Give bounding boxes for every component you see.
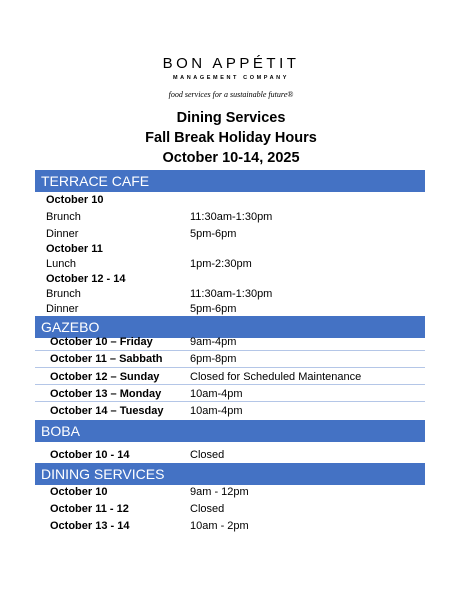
row-divider bbox=[35, 401, 425, 402]
row-label: October 11 - 12 bbox=[50, 503, 129, 515]
row-hours: 11:30am-1:30pm bbox=[190, 211, 273, 223]
section-heading-dining-services: DINING SERVICES bbox=[35, 463, 425, 485]
table-row bbox=[0, 242, 462, 256]
table-row bbox=[0, 335, 462, 349]
table-row bbox=[0, 210, 462, 224]
row-label: Brunch bbox=[46, 211, 81, 223]
table-row bbox=[0, 352, 462, 366]
row-hours: 10am-4pm bbox=[190, 388, 243, 400]
row-label: October 10 bbox=[50, 486, 108, 498]
row-hours: 1pm-2:30pm bbox=[190, 258, 252, 270]
table-row bbox=[0, 272, 462, 286]
table-row bbox=[0, 302, 462, 316]
row-hours: 9am-4pm bbox=[190, 336, 237, 348]
row-label: October 12 – Sunday bbox=[50, 371, 160, 383]
row-label: Brunch bbox=[46, 288, 81, 300]
row-label: October 10 bbox=[46, 194, 104, 206]
table-row bbox=[0, 519, 462, 533]
row-hours: 9am - 12pm bbox=[190, 486, 249, 498]
row-label: October 14 – Tuesday bbox=[50, 405, 164, 417]
table-row bbox=[0, 387, 462, 401]
logo-tagline: food services for a sustainable future® bbox=[168, 90, 294, 99]
table-row bbox=[0, 257, 462, 271]
table-row bbox=[0, 287, 462, 301]
row-label: October 13 - 14 bbox=[50, 520, 130, 532]
table-row bbox=[0, 485, 462, 499]
row-hours: 10am - 2pm bbox=[190, 520, 249, 532]
row-label: October 10 - 14 bbox=[50, 449, 130, 461]
row-label: October 12 - 14 bbox=[46, 273, 126, 285]
table-row bbox=[0, 448, 462, 462]
table-row bbox=[0, 370, 462, 384]
section-heading-terrace-cafe: TERRACE CAFE bbox=[35, 170, 425, 192]
row-label: October 11 – Sabbath bbox=[50, 353, 163, 365]
table-row bbox=[0, 404, 462, 418]
row-label: Lunch bbox=[46, 258, 76, 270]
row-hours: 6pm-8pm bbox=[190, 353, 237, 365]
logo-wordmark: BON APPÉTIT bbox=[162, 55, 300, 72]
row-hours: Closed bbox=[190, 449, 225, 461]
row-label: October 11 bbox=[46, 243, 103, 255]
row-divider bbox=[35, 367, 425, 368]
row-label: Dinner bbox=[46, 228, 79, 240]
row-label: October 10 – Friday bbox=[50, 336, 153, 348]
section-heading-gazebo: GAZEBO bbox=[35, 316, 425, 338]
table-row bbox=[0, 193, 462, 207]
title-line-1: Dining Services bbox=[176, 110, 286, 126]
section-heading-boba: BOBA bbox=[35, 420, 425, 442]
row-divider bbox=[35, 350, 425, 351]
row-hours: Closed bbox=[190, 503, 225, 515]
title-line-2: Fall Break Holiday Hours bbox=[145, 130, 317, 146]
logo-subtitle: MANAGEMENT COMPANY bbox=[172, 75, 290, 81]
row-hours: 10am-4pm bbox=[190, 405, 243, 417]
table-row bbox=[0, 502, 462, 516]
row-hours: 5pm-6pm bbox=[190, 303, 237, 315]
table-row bbox=[0, 227, 462, 241]
row-hours: 5pm-6pm bbox=[190, 228, 237, 240]
row-hours: 11:30am-1:30pm bbox=[190, 288, 273, 300]
row-hours: Closed for Scheduled Maintenance bbox=[190, 371, 362, 383]
row-divider bbox=[35, 384, 425, 385]
title-line-3: October 10-14, 2025 bbox=[162, 150, 300, 166]
row-label: October 13 – Monday bbox=[50, 388, 162, 400]
row-label: Dinner bbox=[46, 303, 79, 315]
